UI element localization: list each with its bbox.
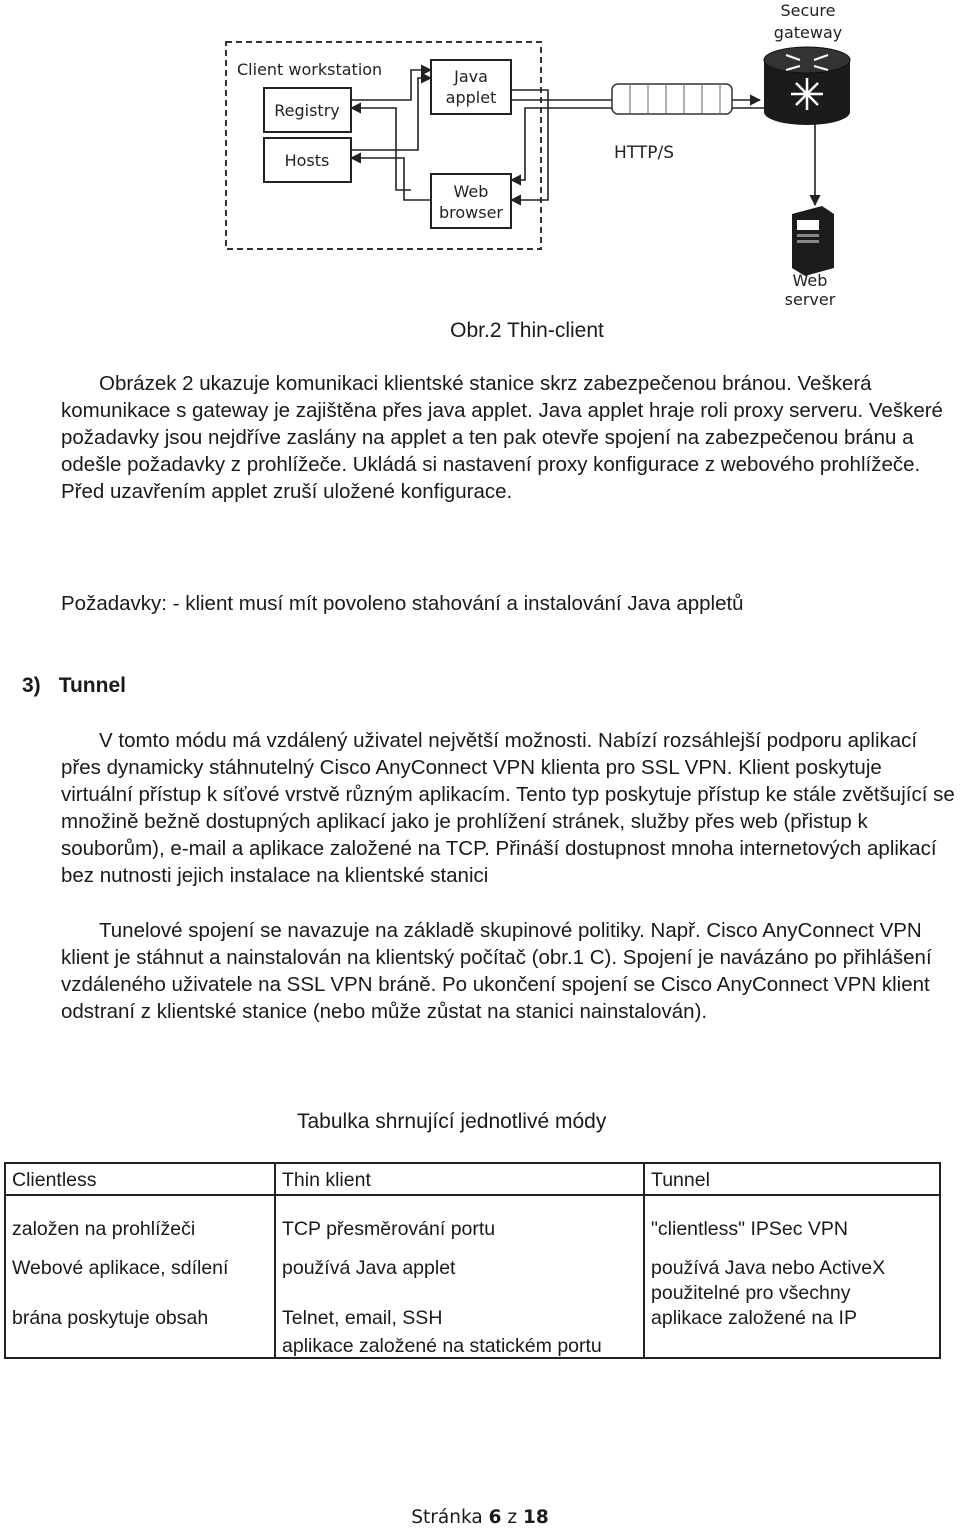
modes-summary-table (4, 1162, 941, 1359)
table-cell: brána poskytuje obsah (12, 1307, 209, 1329)
table-header-cell: Clientless (12, 1169, 97, 1191)
web-server-label-line1: Web (792, 271, 828, 290)
router-icon (764, 47, 850, 125)
secure-gateway-label-line1: Secure (780, 1, 836, 20)
paragraph-tunnel-policy: Tunelové spojení se navazuje na základě skupinové politiky. Např. Cisco AnyConnect VPN klient je stáhnut a nainstalován na klientský počítač (obr.1 C). Spojení je navázáno po přihlášení vzdáleného uživatele na SSL VPN bráně. Po ukončení spojení se Cisco AnyConnect VPN klient odstraní z klientské stanice (nebo může zůstat na stanici nainstalován). (61, 919, 932, 1023)
table-cell: TCP přesměrování portu (282, 1218, 496, 1240)
page-footer (0, 1507, 960, 1528)
table-cell: používá Java nebo ActiveX (651, 1257, 886, 1279)
table-column-thin-client (274, 1164, 643, 1357)
paragraph-tunnel: V tomto módu má vzdálený uživatel největší možnosti. Nabízí rozsáhlejší podporu aplikací přes dynamicky stáhnutelný Cisco AnyConnect VPN klienta pro SSL VPN. Klient poskytuje virtuální přístup k síťové vrstvě různým aplikacím. Tento typ poskytuje přístup ke stále zvětšující se množině bežně dostupných aplikací jako je prohlížení stránek, služby přes web (přistup k souborům), e-mail a aplikace založené na TCP. Přináší dostupnost mnoha internetových aplikací bez nutnosti jejich instalace na klientské stanici (61, 729, 955, 887)
connector-lines (351, 70, 815, 205)
table-caption: Tabulka shrnující jednotlivé módy (297, 1110, 607, 1133)
client-workstation-label: Client workstation (237, 60, 383, 79)
footer-total-pages: 18 (522, 1507, 549, 1528)
footer-current-page: 6 (488, 1507, 502, 1528)
table-cell: aplikace založené na IP (651, 1307, 857, 1329)
footer-separator: z (507, 1507, 518, 1528)
secure-gateway-label-line2: gateway (773, 23, 843, 42)
table-cell: Telnet, email, SSH (282, 1307, 443, 1329)
https-tunnel-icon (612, 84, 732, 114)
section-title: Tunnel (58, 674, 126, 697)
table-cell: aplikace založené na statickém portu (282, 1335, 602, 1357)
table-cell: Webové aplikace, sdílení (12, 1257, 229, 1279)
hosts-label: Hosts (284, 151, 330, 170)
java-applet-label-line1: Java (454, 67, 488, 86)
table-cell: "clientless" IPSec VPN (651, 1218, 848, 1240)
table-column-tunnel (643, 1164, 939, 1357)
table-header-cell: Tunnel (651, 1169, 710, 1191)
requirements-text: Požadavky: - klient musí mít povoleno stahování a instalování Java appletů (61, 592, 744, 615)
footer-prefix: Stránka (411, 1507, 483, 1528)
section-number: 3) (22, 674, 41, 697)
table-cell: použitelné pro všechny (651, 1282, 851, 1304)
thin-client-diagram (0, 0, 960, 320)
web-server-icon (792, 206, 834, 276)
table-cell: založen na prohlížeči (12, 1218, 196, 1240)
web-browser-label-line2: browser (438, 203, 504, 222)
https-label: HTTP/S (614, 143, 675, 163)
table-header-cell: Thin klient (282, 1169, 371, 1191)
table-column-clientless (6, 1164, 272, 1357)
registry-label: Registry (274, 101, 340, 120)
java-applet-label-line2: applet (445, 88, 497, 107)
paragraph-thin-client: Obrázek 2 ukazuje komunikaci klientské stanice skrz zabezpečenou bránou. Veškerá komunikace s gateway je zajištěna přes java applet. Java applet hraje roli proxy serveru. Veškeré požadavky jsou nejdříve zaslány na applet a ten pak otevře spojení na zabezpečenou bránu a odešle požadavky z prohlížeče. Ukládá si nastavení proxy konfigurace z webového prohlížeče. Před uzavřením applet zruší uložené konfigurace. (61, 372, 943, 503)
section-heading (22, 672, 126, 700)
figure-caption: Obr.2 Thin-client (450, 319, 604, 342)
web-server-label-line2: server (784, 290, 836, 309)
web-browser-label-line1: Web (453, 182, 489, 201)
table-cell: používá Java applet (282, 1257, 456, 1279)
